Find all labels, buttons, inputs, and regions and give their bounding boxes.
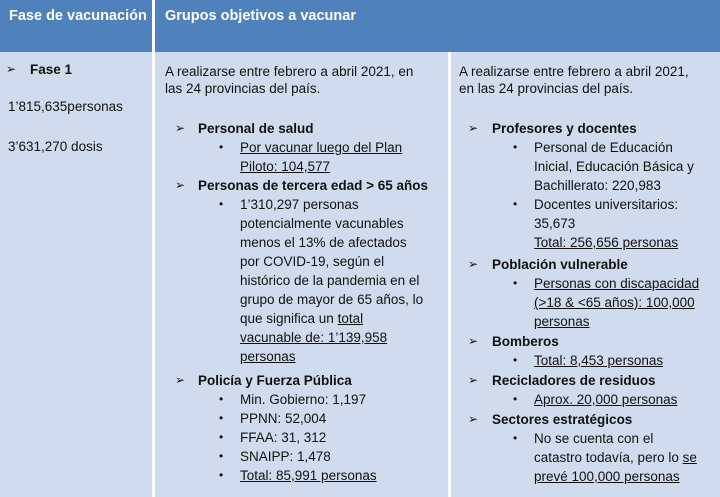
list-item-line: (>18 & <65 años): 100,000 [534, 295, 695, 310]
header-groups-cell [155, 0, 720, 49]
group-title: Recicladores de residuos [492, 373, 656, 388]
intro-line: A realizarse entre febrero a abril 2021, en [165, 64, 414, 79]
list-item-line: 1’310,297 personas [240, 197, 359, 212]
bullet-icon: • [219, 392, 224, 406]
column-divider [152, 0, 155, 497]
list-item-line: SNAIPP: 1,478 [240, 449, 331, 464]
column-divider [448, 52, 451, 497]
header-phase-label: Fase de vacunación [9, 8, 147, 24]
group-title: Personas de tercera edad > 65 años [198, 178, 428, 193]
list-item-line: menos el 13% de afectados [240, 235, 407, 250]
intro-line: las 24 provincias del país. [165, 81, 321, 96]
phase-people: 1’815,635personas [8, 99, 123, 114]
intro-line: A realizarse entre febrero a abril 2021, [459, 64, 689, 79]
list-item-line: personas [534, 314, 590, 329]
list-item-line [534, 448, 697, 467]
list-item-line: No se cuenta con el [534, 431, 654, 446]
bullet-icon: • [513, 276, 518, 290]
bullet-icon: • [219, 430, 224, 444]
bullet-icon: • [219, 449, 224, 463]
bullet-icon: • [513, 431, 518, 445]
list-item-line [240, 309, 363, 328]
group-title: Personal de salud [198, 121, 314, 136]
list-item-line: personas [240, 349, 296, 364]
list-item-line: Bachillerato: 220,983 [534, 178, 661, 193]
arrow-icon: ➢ [175, 178, 186, 192]
arrow-icon: ➢ [175, 121, 186, 135]
list-item-line: Min. Gobierno: 1,197 [240, 392, 367, 407]
header-phase-cell [0, 0, 152, 49]
list-item-line: 35,673 [534, 216, 576, 231]
list-item-line: Personal de Educación [534, 140, 673, 155]
list-item-line: por COVID-19, según el [240, 254, 385, 269]
list-item-line: Total: 8,453 personas [534, 353, 664, 368]
arrow-icon: ➢ [468, 412, 479, 426]
bullet-icon: • [219, 468, 224, 482]
bullet-icon: • [513, 197, 518, 211]
group-title: Policía y Fuerza Pública [198, 373, 352, 388]
bullet-icon: • [219, 197, 224, 211]
arrow-icon: ➢ [468, 121, 479, 135]
group-title: Población vulnerable [492, 257, 628, 272]
bullet-icon: • [219, 140, 224, 154]
list-item-text: se [682, 450, 697, 465]
bullet-icon: • [513, 353, 518, 367]
arrow-icon: ➢ [468, 257, 479, 271]
list-item-line: Por vacunar luego del Plan [240, 140, 403, 155]
list-item-line: Piloto: 104,577 [240, 159, 331, 174]
list-item-text: que significa un [240, 311, 338, 326]
list-item-line: grupo de mayor de 65 años, lo [240, 292, 424, 307]
list-item-line: potencialmente vacunables [240, 216, 404, 231]
list-item-text: total [337, 311, 364, 326]
bullet-icon: • [219, 411, 224, 425]
phase-cell [0, 52, 152, 497]
group-title: Bomberos [492, 334, 559, 349]
groups-right-cell [451, 52, 720, 497]
phase-doses: 3’631,270 dosis [8, 139, 103, 154]
bullet-icon: • [513, 140, 518, 154]
list-item-line: Docentes universitarios: [534, 197, 679, 212]
list-item-line: Total: 256,656 personas [534, 235, 679, 250]
header-groups-label: Grupos objetivos a vacunar [165, 8, 356, 24]
arrow-icon: ➢ [175, 373, 186, 387]
group-title: Profesores y docentes [492, 121, 637, 136]
intro-line: en las 24 provincias del país. [459, 81, 634, 96]
list-item-line: Total: 85,991 personas [240, 468, 377, 483]
list-item-line: FFAA: 31, 312 [240, 430, 327, 445]
arrow-icon: ➢ [6, 62, 17, 76]
groups-left-cell [155, 52, 448, 497]
group-title: Sectores estratégicos [492, 412, 633, 427]
list-item-line: Personas con discapacidad [534, 276, 700, 291]
list-item-line: Inicial, Educación Básica y [534, 159, 694, 174]
list-item-text: catastro todavía, pero lo [534, 450, 683, 465]
list-item-line: Aprox. 20,000 personas [534, 392, 678, 407]
list-item-line: PPNN: 52,004 [240, 411, 327, 426]
bullet-icon: • [513, 392, 518, 406]
arrow-icon: ➢ [468, 373, 479, 387]
list-item-line: histórico de la pandemia en el [240, 273, 420, 288]
phase-name: Fase 1 [30, 62, 73, 77]
arrow-icon: ➢ [468, 334, 479, 348]
list-item-line: prevé 100,000 personas [534, 469, 680, 484]
list-item-line: vacunable de: 1’139,958 [240, 330, 388, 345]
